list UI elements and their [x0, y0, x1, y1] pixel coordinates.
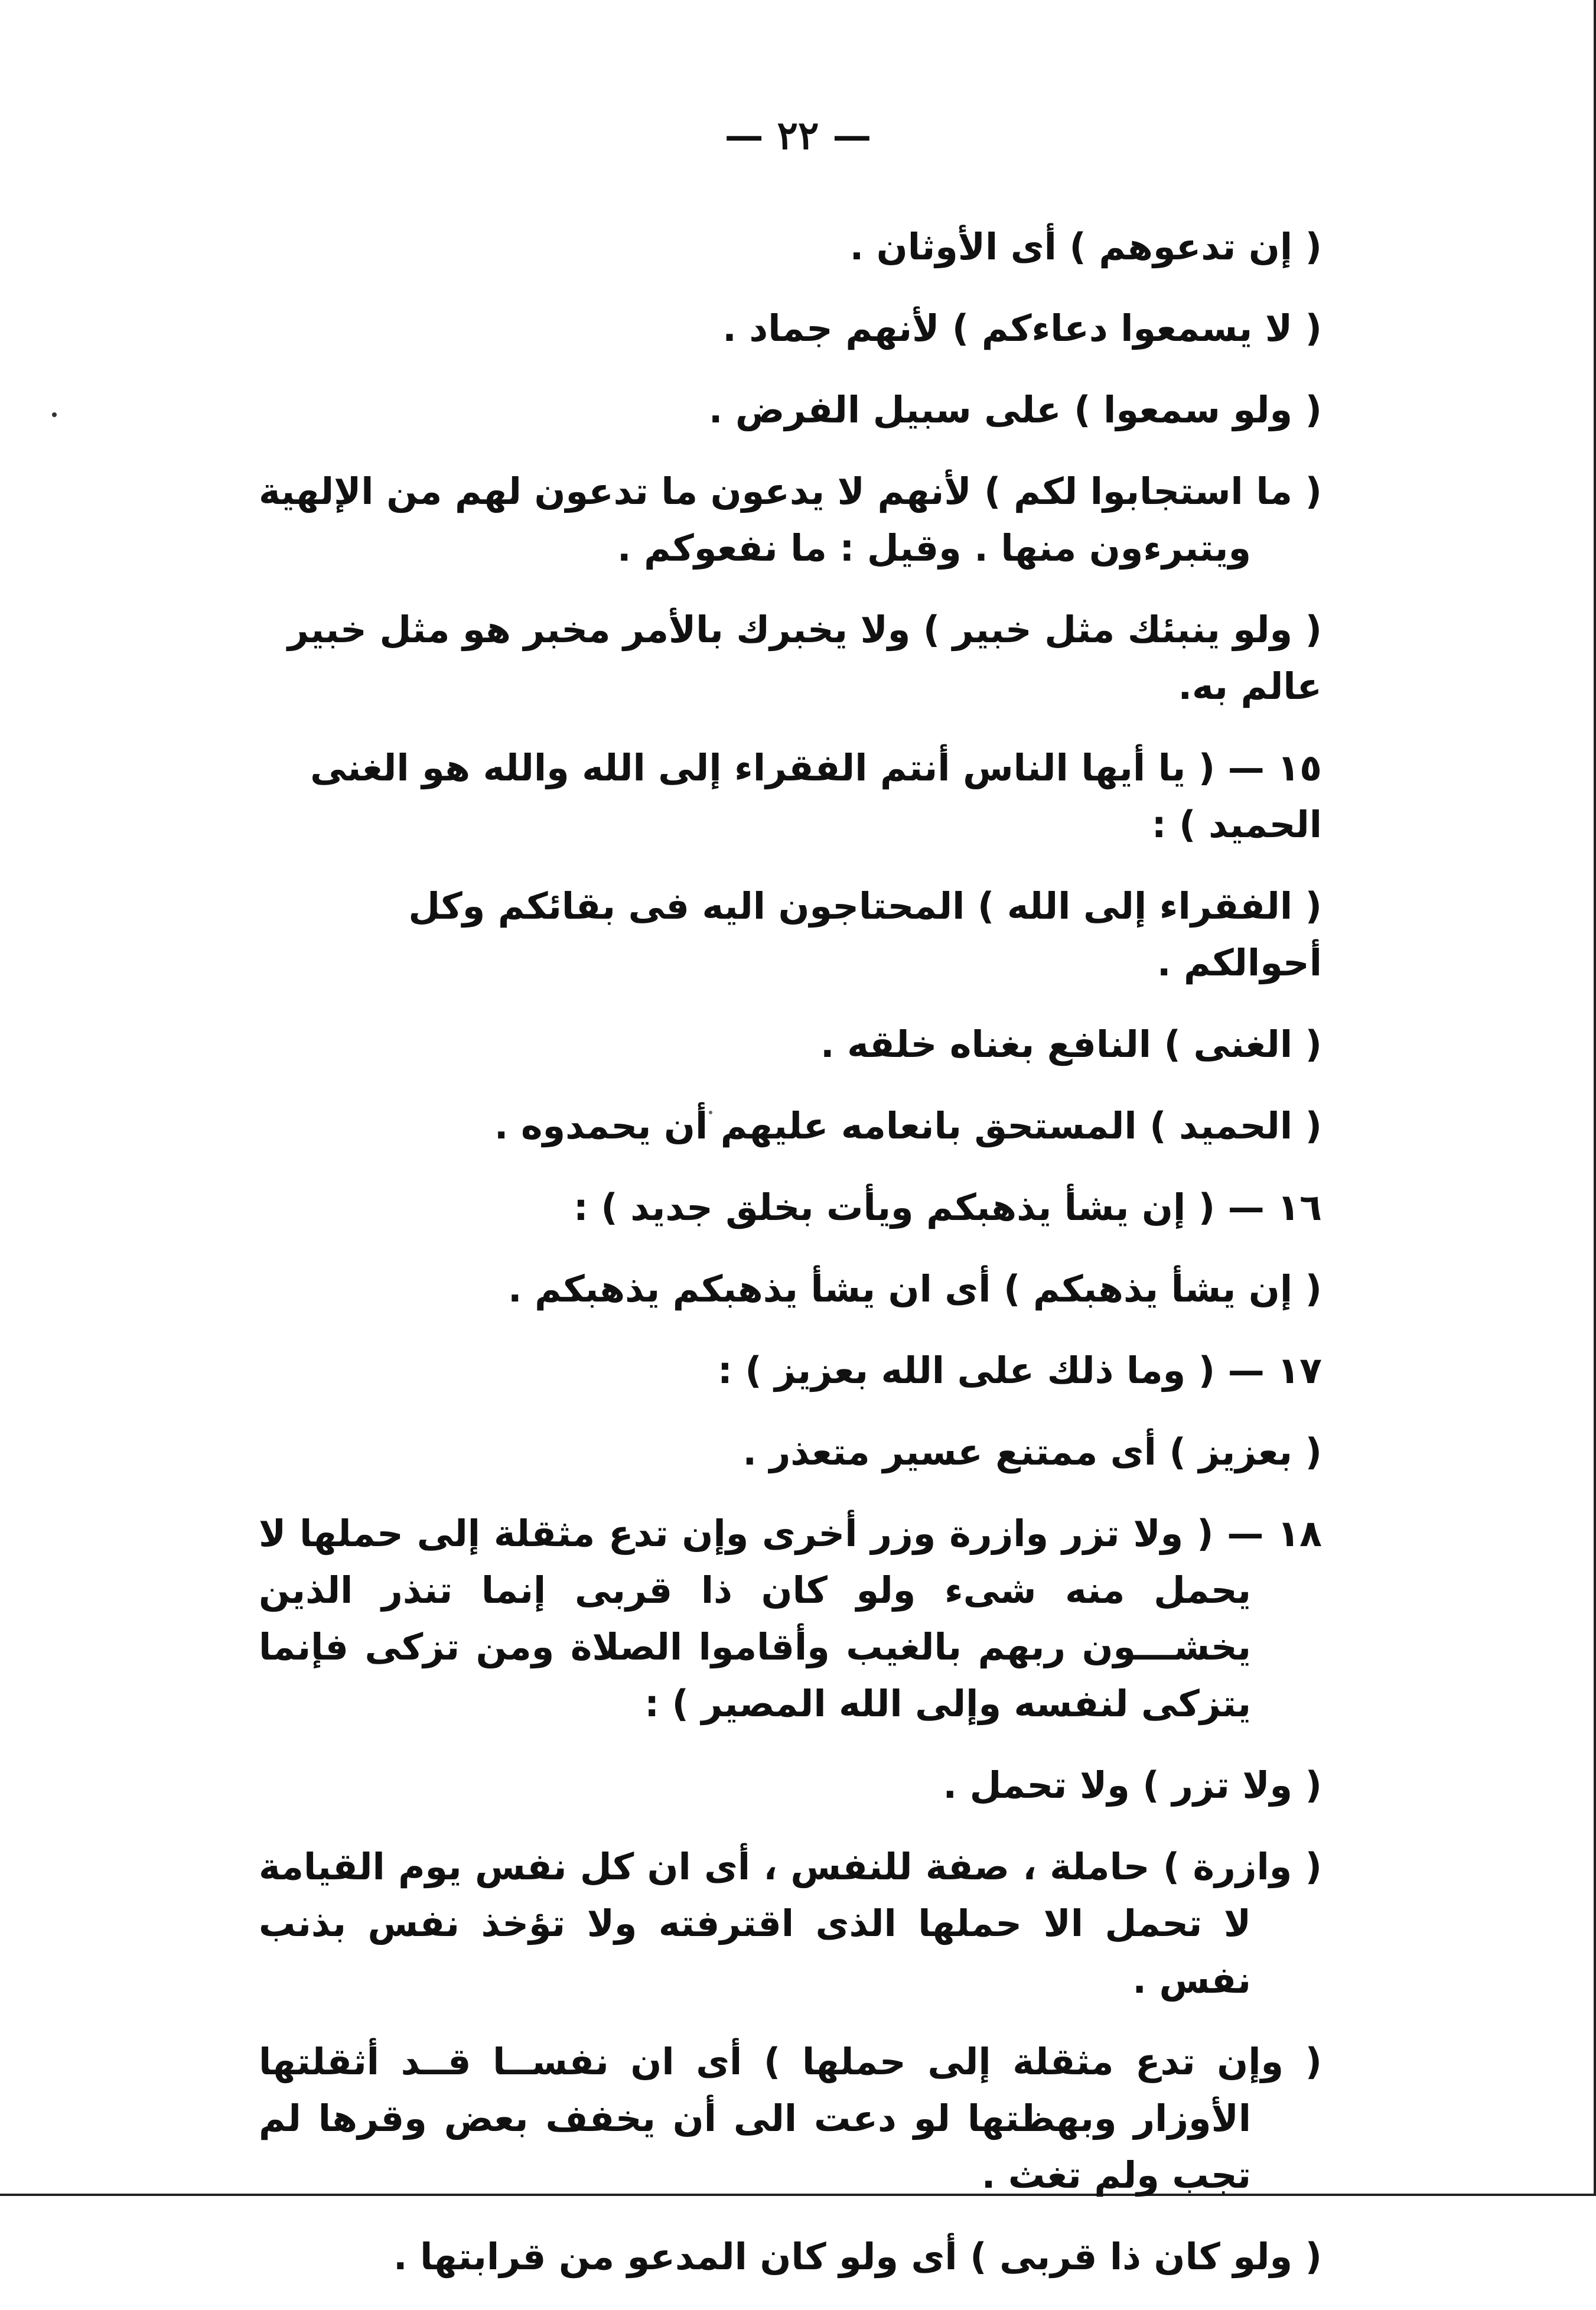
paragraph: ( ولا تزر ) ولا تحمل . [943, 1764, 1322, 1807]
paragraph: ( ولو ينبئك مثل خبير ) ولا يخبرك بالأمر مخبر هو مثل خبير عالم به. [288, 608, 1322, 708]
paragraph: ( ما استجابوا لكم ) لأنهم لا يدعون ما تدعون لهم من الإلهية ويتبرءون منها . وقيل : ما نفعوكم . [259, 470, 1322, 570]
paragraph: ( ولو سمعوا ) على سبيل الفرض . [708, 388, 1322, 431]
paragraph: ( الفقراء إلى الله ) المحتاجون اليه فى بقائكم وكل أحوالكم . [408, 884, 1322, 984]
paragraph: ( بعزيز ) أى ممتنع عسير متعذر . [742, 1430, 1322, 1473]
paragraph: ( لا يسمعوا دعاءكم ) لأنهم جماد . [722, 307, 1322, 350]
paragraph: ( الغنى ) النافع بغناه خلقه . [820, 1023, 1322, 1066]
paragraph: ( وازرة ) حاملة ، صفة للنفس ، أى ان كل نفس يوم القيامة لا تحمل الا حملها الذى اقترفته ولا تؤخذ نفس بذنب نفس . [259, 1845, 1322, 2002]
paragraph: ( الحميد ) المستحق بانعامه عليهم أن يحمدوه . [494, 1104, 1322, 1147]
verse-heading: ١٧ — ( وما ذلك على الله بعزيز ) : [718, 1349, 1322, 1392]
verse-heading: ١٦ — ( إن يشأ يذهبكم ويأت بخلق جديد ) : [573, 1186, 1322, 1229]
verse-heading: ١٨ — ( ولا تزر وازرة وزر أخرى وإن تدع مثقلة إلى حملها لا يحمل منه شىء ولو كان ذا قربى إنما تنذر الذين يخشـــون ربهم بالغيب وأقاموا الصلاة ومن تزكى فإنما يتزكى لنفسه وإلى الله المصير ) : [259, 1512, 1322, 1725]
page-number: — ٢٢ — [724, 112, 872, 158]
paragraph: ( ولو كان ذا قربى ) أى ولو كان المدعو من قرابتها . [393, 2235, 1322, 2278]
paragraph: ( وإن تدع مثقلة إلى حملها ) أى ان نفســا قــد أثقلتها الأوزار وبهظتها لو دعت الى أن يخفف بعض وقرها لم تجب ولم تغث . [259, 2040, 1322, 2197]
paragraph: ( إن يشأ يذهبكم ) أى ان يشأ يذهبكم يذهبكم . [508, 1267, 1322, 1310]
scan-speck [52, 412, 57, 417]
verse-heading: ١٥ — ( يا أيها الناس أنتم الفقراء إلى الله والله هو الغنى الحميد ) : [310, 746, 1322, 846]
commentary-text [259, 219, 1322, 2310]
paragraph: ( إن تدعوهم ) أى الأوثان . [849, 225, 1322, 268]
